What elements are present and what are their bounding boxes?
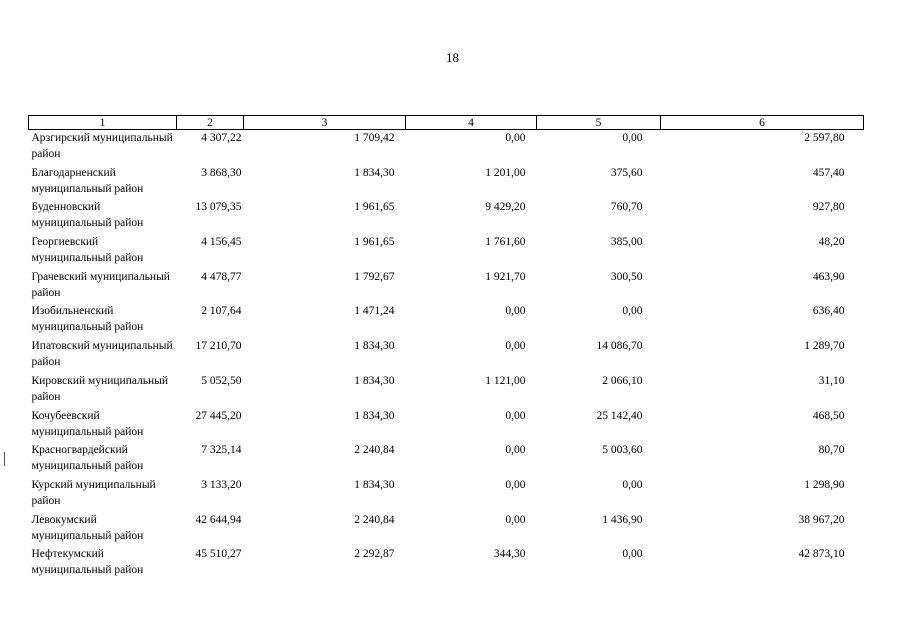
- scan-mark: [4, 452, 5, 466]
- district-name: Нефтекумский муниципальный район: [31, 548, 144, 577]
- cell-col-3: 1 834,30: [354, 374, 395, 387]
- cell-col-3: 1 471,24: [354, 305, 395, 318]
- cell-col-3: 1 792,67: [354, 270, 395, 283]
- district-name: Георгиевский муниципальный район: [31, 236, 144, 265]
- budget-table: [28, 115, 864, 581]
- header-row: [29, 116, 864, 130]
- cell-col-5: 760,70: [610, 201, 643, 214]
- cell-col-2: 3 868,30: [201, 166, 242, 179]
- cell-col-6: 1 298,90: [804, 478, 845, 491]
- district-name: Благодарненский муниципальный район: [31, 166, 144, 195]
- cell-col-2: 3 133,20: [201, 478, 242, 491]
- district-name: Кочубеевский муниципальный район: [31, 409, 144, 438]
- cell-col-2: 4 156,45: [201, 236, 242, 249]
- cell-col-5: 5 003,60: [602, 444, 643, 457]
- cell-col-4: 1 921,70: [485, 270, 526, 283]
- cell-col-4: 0,00: [505, 409, 526, 422]
- table-row: [29, 408, 864, 443]
- cell-col-2: 42 644,94: [195, 513, 242, 526]
- cell-col-3: 1 834,30: [354, 478, 395, 491]
- cell-col-5: 0,00: [622, 305, 643, 318]
- cell-col-2: 7 325,14: [201, 444, 242, 457]
- cell-col-3: 1 709,42: [354, 132, 395, 144]
- cell-col-4: 9 429,20: [485, 201, 526, 214]
- column-header-3: 3: [244, 116, 406, 130]
- cell-col-3: 2 292,87: [354, 548, 395, 561]
- cell-col-4: 0,00: [505, 340, 526, 353]
- district-name: Грачевский муниципальный район: [31, 270, 170, 299]
- table-body: [29, 130, 864, 581]
- district-name: Курский муниципальный район: [31, 478, 156, 507]
- cell-col-5: 0,00: [622, 548, 643, 561]
- cell-col-4: 1 121,00: [485, 374, 526, 387]
- cell-col-3: 2 240,84: [354, 513, 395, 526]
- table-row: [29, 234, 864, 269]
- cell-col-6: 31,10: [818, 374, 845, 387]
- cell-col-5: 0,00: [622, 478, 643, 491]
- column-header-1: 1: [29, 116, 177, 130]
- cell-col-5: 2 066,10: [602, 374, 643, 387]
- column-header-5: 5: [537, 116, 661, 130]
- cell-col-3: 2 240,84: [354, 444, 395, 457]
- table-row: [29, 165, 864, 200]
- cell-col-6: 457,40: [812, 166, 845, 179]
- table-row: [29, 130, 864, 165]
- column-header-4: 4: [406, 116, 537, 130]
- cell-col-6: 636,40: [812, 305, 845, 318]
- cell-col-5: 25 142,40: [596, 409, 643, 422]
- table-row: [29, 546, 864, 581]
- table-row: [29, 442, 864, 477]
- cell-col-2: 5 052,50: [201, 374, 242, 387]
- cell-col-3: 1 961,65: [354, 236, 395, 249]
- district-name: Кировский муниципальный район: [31, 374, 169, 403]
- cell-col-2: 2 107,64: [201, 305, 242, 318]
- table-row: [29, 199, 864, 234]
- cell-col-2: 4 478,77: [201, 270, 242, 283]
- cell-col-3: 1 834,30: [354, 409, 395, 422]
- table-row: [29, 338, 864, 373]
- district-name: Левокумский муниципальный район: [31, 513, 144, 542]
- cell-col-5: 14 086,70: [596, 340, 643, 353]
- cell-col-5: 0,00: [622, 132, 643, 144]
- cell-col-4: 0,00: [505, 132, 526, 144]
- cell-col-5: 1 436,90: [602, 513, 643, 526]
- cell-col-2: 45 510,27: [195, 548, 242, 561]
- cell-col-2: 17 210,70: [195, 340, 242, 353]
- column-header-6: 6: [661, 116, 864, 130]
- cell-col-6: 468,50: [812, 409, 845, 422]
- district-name: Арзгирский муниципальный район: [31, 132, 173, 160]
- cell-col-6: 1 289,70: [804, 340, 845, 353]
- cell-col-2: 13 079,35: [195, 201, 242, 214]
- table-row: [29, 477, 864, 512]
- district-name: Изобильненский муниципальный район: [31, 305, 144, 334]
- cell-col-6: 42 873,10: [798, 548, 845, 561]
- cell-col-4: 1 201,00: [485, 166, 526, 179]
- cell-col-3: 1 961,65: [354, 201, 395, 214]
- district-name: Красногвардейский муниципальный район: [31, 444, 144, 473]
- cell-col-5: 375,60: [610, 166, 643, 179]
- cell-col-3: 1 834,30: [354, 340, 395, 353]
- cell-col-6: 2 597,80: [804, 132, 845, 144]
- cell-col-5: 300,50: [610, 270, 643, 283]
- cell-col-3: 1 834,30: [354, 166, 395, 179]
- cell-col-6: 48,20: [818, 236, 845, 249]
- district-name: Буденновский муниципальный район: [31, 201, 144, 230]
- cell-col-4: 344,30: [493, 548, 526, 561]
- column-header-2: 2: [177, 116, 244, 130]
- table-row: [29, 373, 864, 408]
- cell-col-2: 27 445,20: [195, 409, 242, 422]
- cell-col-6: 927,80: [812, 201, 845, 214]
- cell-col-4: 1 761,60: [485, 236, 526, 249]
- cell-col-4: 0,00: [505, 444, 526, 457]
- cell-col-4: 0,00: [505, 513, 526, 526]
- cell-col-4: 0,00: [505, 305, 526, 318]
- cell-col-6: 80,70: [818, 444, 845, 457]
- cell-col-6: 463,90: [812, 270, 845, 283]
- table-row: [29, 512, 864, 547]
- page-number: 18: [446, 50, 459, 65]
- cell-col-4: 0,00: [505, 478, 526, 491]
- cell-col-6: 38 967,20: [798, 513, 845, 526]
- table-row: [29, 269, 864, 304]
- district-name: Ипатовский муниципальный район: [31, 340, 173, 369]
- cell-col-2: 4 307,22: [201, 132, 242, 144]
- cell-col-5: 385,00: [610, 236, 643, 249]
- table-row: [29, 303, 864, 338]
